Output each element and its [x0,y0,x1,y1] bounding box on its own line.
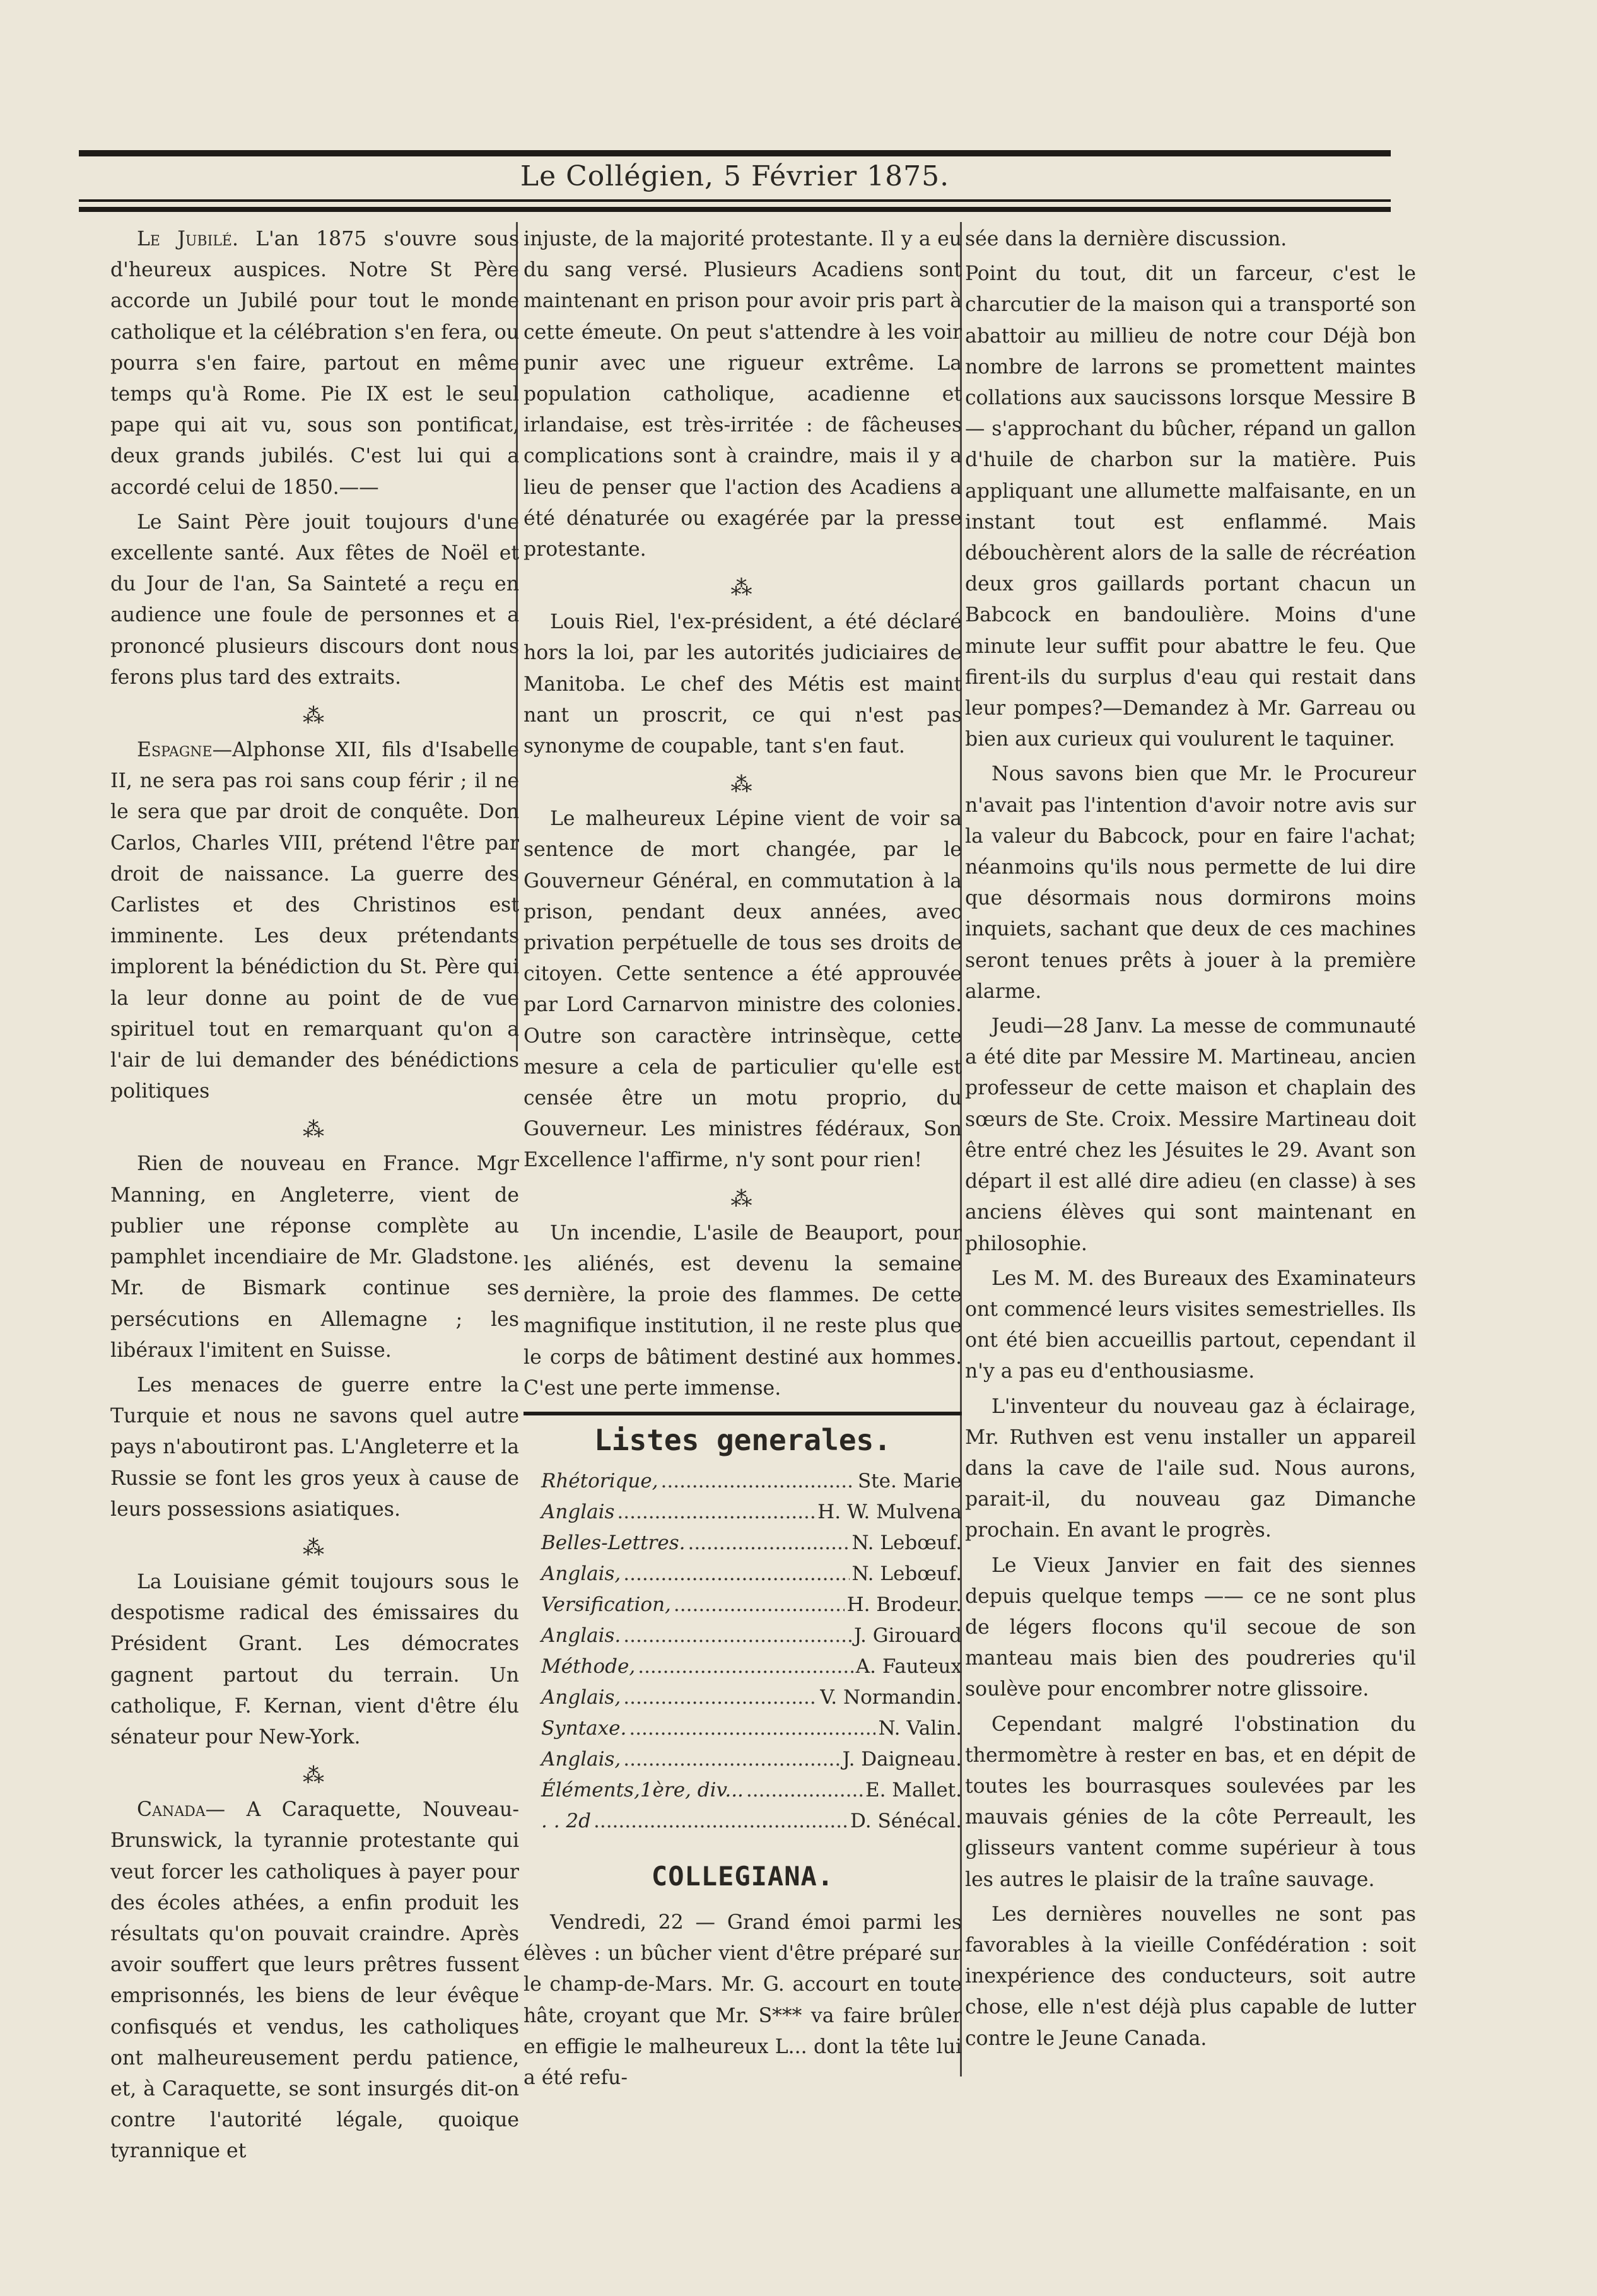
list-item: Anglais ..... H. W. Mulvena [524,1497,962,1528]
article-text: A Caraquette, Nouveau-Brunswick, la tyrannie protestante qui veut forcer les catholiques à payer pour des écoles athées, a enfin produit les résultats qu'on pouvait craindre. Après avoir souffert que leurs prêtres fussent emprisonnés, les biens de leur évêque confisqués et vendus, les catholiques ont malheureusement perdu patience, et, à Caraquette, se sont insurgés dit-on contre l'autorité légale, quoique tyrannique et [110,1798,519,2163]
article-canada [110,1795,519,2167]
list-item: Méthode, ..... A. Fauteux [524,1651,962,1682]
column-1 [110,224,519,2163]
article-vendredi [524,1907,962,2094]
article-examinateurs [965,1263,1416,1388]
article-text: Rien de nouveau en France. Mgr Manning, en Angleterre, vient de publier une réponse complète au pamphlet incendiaire de Mr. Gladstone. Mr. de Bismark continue ses persécutions en Allemagne ; les libéraux l'imitent en Suisse. [110,1152,519,1362]
article-text: Les menaces de guerre entre la Turquie et nous ne savons quel autre pays n'aboutiront pas. L'Angleterre et la Russie se font les gros yeux à cause de leurs possessions asiatiques. [110,1373,519,1521]
list-item: Anglais, ..... J. Daigneau. [524,1744,962,1775]
article-text: Un incendie, L'asile de Beauport, pour les aliénés, est devenu la semaine dernière, la proie des flammes. De cette magnifique institution, il ne reste plus que le corps de bâtiment destiné aux hommes. C'est une perte immense. [524,1221,962,1400]
article-nouvelles [965,1899,1416,2054]
article-france [110,1149,519,1366]
column-3 [965,224,1416,2085]
article-text: Les dernières nouvelles ne sont pas favorables à la vieille Confédération : soit inexpérience des conducteurs, soit autre chose, elle n'est déjà plus capable de lutter contre le Jeune Canada. [965,1902,1416,2050]
list-item: Belles-Lettres. ..... N. Lebœuf. [524,1528,962,1559]
article-text: Le Vieux Janvier en fait des siennes depuis quelque temps —— ce ne sont plus de légers flocons qu'il secoue de son manteau mais bien des poudreries qu'il soulève pour encombrer notre glissoire. [965,1554,1416,1701]
article-text: sée dans la dernière discussion. [965,228,1287,250]
article-riel [524,607,962,762]
article-incendie [524,1218,962,1404]
article-text: Jeudi—28 Janv. La messe de communauté a été dite par Messire M. Martineau, ancien professeur de cette maison et chaplain des sœurs de Ste. Croix. Messire Martineau doit être entré chez les Jésuites le 29. Avant son départ il est allé dire adieu (en classe) à ses anciens élèves qui sont maintenant en philosophie. [965,1015,1416,1255]
article-jubile [110,224,519,503]
list-item: Rhétorique, ..... Ste. Marie [524,1466,962,1497]
list-item: . . 2d ..... D. Sénécal. [524,1806,962,1837]
article-louisiane [110,1567,519,1753]
article-text: Les M. M. des Bureaux des Examinateurs ont commencé leurs visites semestrielles. Ils ont été bien accueillis partout, cependant il n'y a pas eu d'enthousiasme. [965,1267,1416,1383]
asterism: ⁂ [730,575,755,601]
article-farceur [965,259,1416,755]
article-text: injuste, de la majorité protestante. Il y a eu du sang versé. Plusieurs Acadiens sont maintenant en prison pour avoir pris part à cette émeute. On peut s'attendre à les voir punir avec une rigueur extrême. La population catholique, acadienne et irlandaise, est très-irritée : de fâcheuses complications sont à craindre, mais il y a lieu de penser que l'action des Acadiens a été dénaturée ou exagérée par la presse protestante. [524,228,962,561]
masthead-rule-1 [79,199,1391,202]
masthead-rule-2 [79,207,1391,212]
article-lead: Espagne— [137,739,233,762]
article-text: Point du tout, dit un farceur, c'est le charcutier de la maison qui a transporté son abattoir au millieu de notre cour Déjà bon nombre de larrons se promettent maintes collations aux saucissons lorsque Messire B— s'approchant du bûcher, répand un gallon d'huile de charbon sur la matière. Puis appliquant une allumette malfaisante, en un instant tout est enflammé. Mais débouchèrent alors de la salle de récréation deux gros gaillards portant chacun un Babcock en bandoulière. Moins d'une minute leur suffit pour abattre le feu. Que firent-ils du surplus d'eau qui restait dans leur pompes?—Demandez à Mr. Garreau ou bien aux curieux qui voulurent le taquiner. [965,262,1416,751]
list-item: Syntaxe. ..... N. Valin. [524,1713,962,1744]
article-lead: Le Jubilé. [137,228,238,250]
article-canada-cont [524,224,962,565]
article-text: La Louisiane gémit toujours sous le despotisme radical des émissaires du Président Grant. Les démocrates gagnent partout du terrain. Un catholique, F. Kernan, vient d'être élu sénateur pour New-York. [110,1570,519,1748]
collegiana-title: COLLEGIANA. [651,1860,834,1892]
article-lead: Canada— [137,1798,226,1822]
article-text: Alphonse XII, fils d'Isabelle II, ne sera pas roi sans coup férir ; il ne le sera que par droit de conquête. Don Carlos, Charles VIII, prétend l'être par droit de naissance. La guerre des Carlistes et des Christinos est imminente. Les deux prétendants implorent la bénédiction du St. Père qui la leur donne au point de de vue spirituel tout en remarquant qu'on a l'air de lui demander des bénédictions politiques [110,739,519,1103]
listes-title: Listes generales. [594,1422,891,1457]
article-text: Cependant malgré l'obstination du thermomètre à rester en bas, et en dépit de toutes les bourrasques soulevées par les mauvais génies de la côte Perreault, les glisseurs vantent comme supérieur à tous les autres le plaisir de la traîne sauvage. [965,1713,1416,1891]
article-text: L'an 1875 s'ouvre sous d'heureux auspices. Notre St Père accorde un Jubilé pour tout le monde catholique et la célébration s'en fera, ou pourra s'en faire, partout en même temps qu'à Rome. Pie IX est le seul pape qui ait vu, sous son pontificat, deux grands jubilés. C'est lui qui a accordé celui de 1850.—— [110,228,519,499]
list-item: Anglais, ..... V. Normandin. [524,1682,962,1713]
asterism: ⁂ [303,1763,327,1789]
asterism: ⁂ [730,772,755,798]
article-text: Louis Riel, l'ex-président, a été déclaré hors la loi, par les autorités judiciaires de Manitoba. Le chef des Métis est maint nant un proscrit, ce qui n'est pas synonyme de coupable, tant s'en faut. [524,611,962,758]
article-gaz [965,1391,1416,1547]
article-text: Le malheureux Lépine vient de voir sa sentence de mort changée, par le Gouverneur Général, en commutation à la prison, pendant deux années, avec privation perpétuelle de tous ses droits de citoyen. Cette sentence a été approuvée par Lord Carnarvon ministre des colonies. Outre son caractère intrinsèque, cette mesure a cela de particulier qu'elle est censée être un motu proprio, du Gouverneur. Les ministres fédéraux, Son Excellence l'affirme, n'y sont pour rien! [524,807,962,1172]
masthead: Le Collégien, 5 Février 1875. [520,160,950,192]
article-saint-pere [110,507,519,693]
article-vendredi-cont [965,224,1416,255]
asterism: ⁂ [303,1535,327,1561]
article-janvier [965,1550,1416,1706]
article-jeudi [965,1011,1416,1260]
article-espagne [110,735,519,1107]
article-lepine [524,804,962,1176]
asterism: ⁂ [303,1117,327,1143]
column-2 [524,224,962,2089]
article-text: L'inventeur du nouveau gaz à éclairage, Mr. Ruthven est venu installer un appareil dans la cave de l'aile sud. Nous aurons, parait-il, du nouveau gaz Dimanche prochain. En avant le progrès. [965,1395,1416,1542]
article-text: Le Saint Père jouit toujours d'une excellente santé. Aux fêtes de Noël et du Jour de l'an, Sa Sainteté a reçu en audience une foule de personnes et a prononcé plusieurs discours dont nous ferons plus tard des extraits. [110,510,519,689]
asterism: ⁂ [730,1186,755,1212]
asterism: ⁂ [303,703,327,729]
list-item: Versification, ..... H. Brodeur. [524,1590,962,1620]
article-turquie [110,1370,519,1525]
article-text: Nous savons bien que Mr. le Procureur n'avait pas l'intention d'avoir notre avis sur la valeur du Babcock, pour en faire l'achat; néanmoins qu'ils nous permette de lui dire que désormais nous dormirons moins inquiets, sachant que deux de ces machines seront tenues prêts à jouer à la première alarme. [965,763,1416,1003]
article-procureur [965,759,1416,1007]
article-glisseurs [965,1709,1416,1895]
list-item: Anglais. ..... J. Girouard [524,1620,962,1651]
listes-table [524,1466,962,1837]
listes-top-rule [524,1412,962,1415]
article-text: Vendredi, 22 — Grand émoi parmi les élèves : un bûcher vient d'être préparé sur le champ-de-Mars. Mr. G. accourt en toute hâte, croyant que Mr. S*** va faire brûler en effigie le malheureux L... dont la tête lui a été refu- [524,1911,962,2089]
list-item: Anglais, ..... N. Lebœuf. [524,1559,962,1590]
list-item: Éléments,1ère, div... ..... E. Mallet. [524,1775,962,1806]
